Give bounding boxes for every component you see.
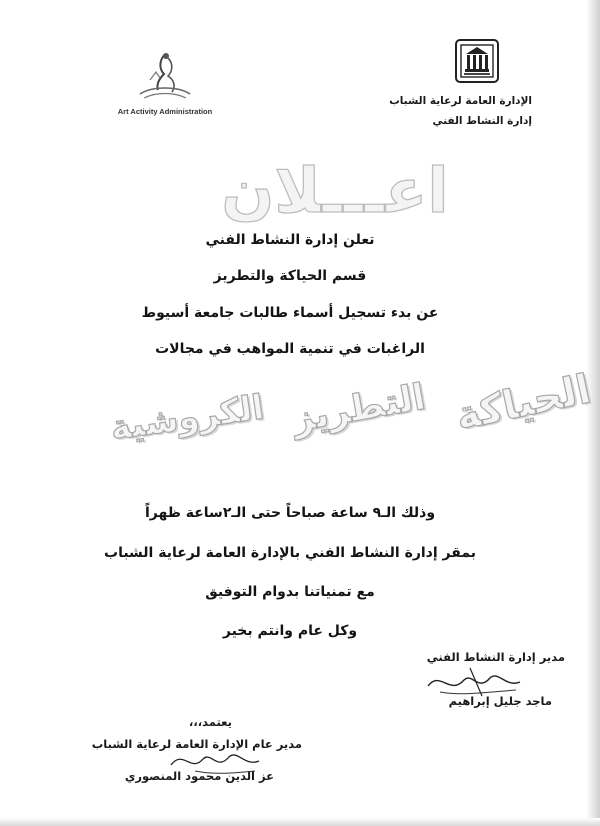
signatory-general-director-title: مدير عام الإدارة العامة لرعاية الشباب xyxy=(91,737,302,751)
page-edge-shadow xyxy=(586,0,600,826)
announcement-title-text: اعـــلان xyxy=(221,154,449,227)
art-logo-caption: Art Activity Administration xyxy=(117,107,213,116)
signatory-art-director-title: مدير إدارة النشاط الفني xyxy=(426,650,565,664)
field-embroidery: التطريز xyxy=(289,376,429,441)
body-line-greeting: وكل عام وانتم بخير xyxy=(222,623,358,639)
body-line-1: تعلن إدارة النشاط الفني xyxy=(205,232,375,248)
announcement-title xyxy=(170,150,500,230)
field-sewing: الحياكة xyxy=(451,366,595,440)
body-line-4: الراغبات في تنمية المواهب في مجالات xyxy=(155,341,425,357)
body-line-location: بمقر إدارة النشاط الفني بالإدارة العامة لرعاية الشباب xyxy=(104,545,476,561)
body-line-hours: وذلك الـ٩ ساعة صباحاً حتى الـ٢ساعة ظهراً xyxy=(144,505,436,521)
university-crest-icon xyxy=(454,38,500,84)
body-line-wishes: مع تمنياتنا بدوام التوفيق xyxy=(205,584,375,600)
signatory-general-director-name: عز الدين محمود المنصوري xyxy=(124,769,274,783)
header-general-department: الإدارة العامة لرعاية الشباب xyxy=(389,95,532,107)
field-crochet: الكروشية xyxy=(107,387,267,449)
signatory-art-director-name: ماجد جليل إبراهيم xyxy=(448,694,552,708)
approval-label: يعتمد،،، xyxy=(189,715,232,729)
header-art-department: إدارة النشاط الفني xyxy=(432,115,532,127)
art-activity-logo-icon xyxy=(130,48,200,104)
body-line-3: عن بدء تسجيل أسماء طالبات جامعة أسيوط xyxy=(141,305,439,321)
page-bottom-shadow xyxy=(0,818,600,826)
body-line-2: قسم الحياكة والتطريز xyxy=(213,268,367,284)
